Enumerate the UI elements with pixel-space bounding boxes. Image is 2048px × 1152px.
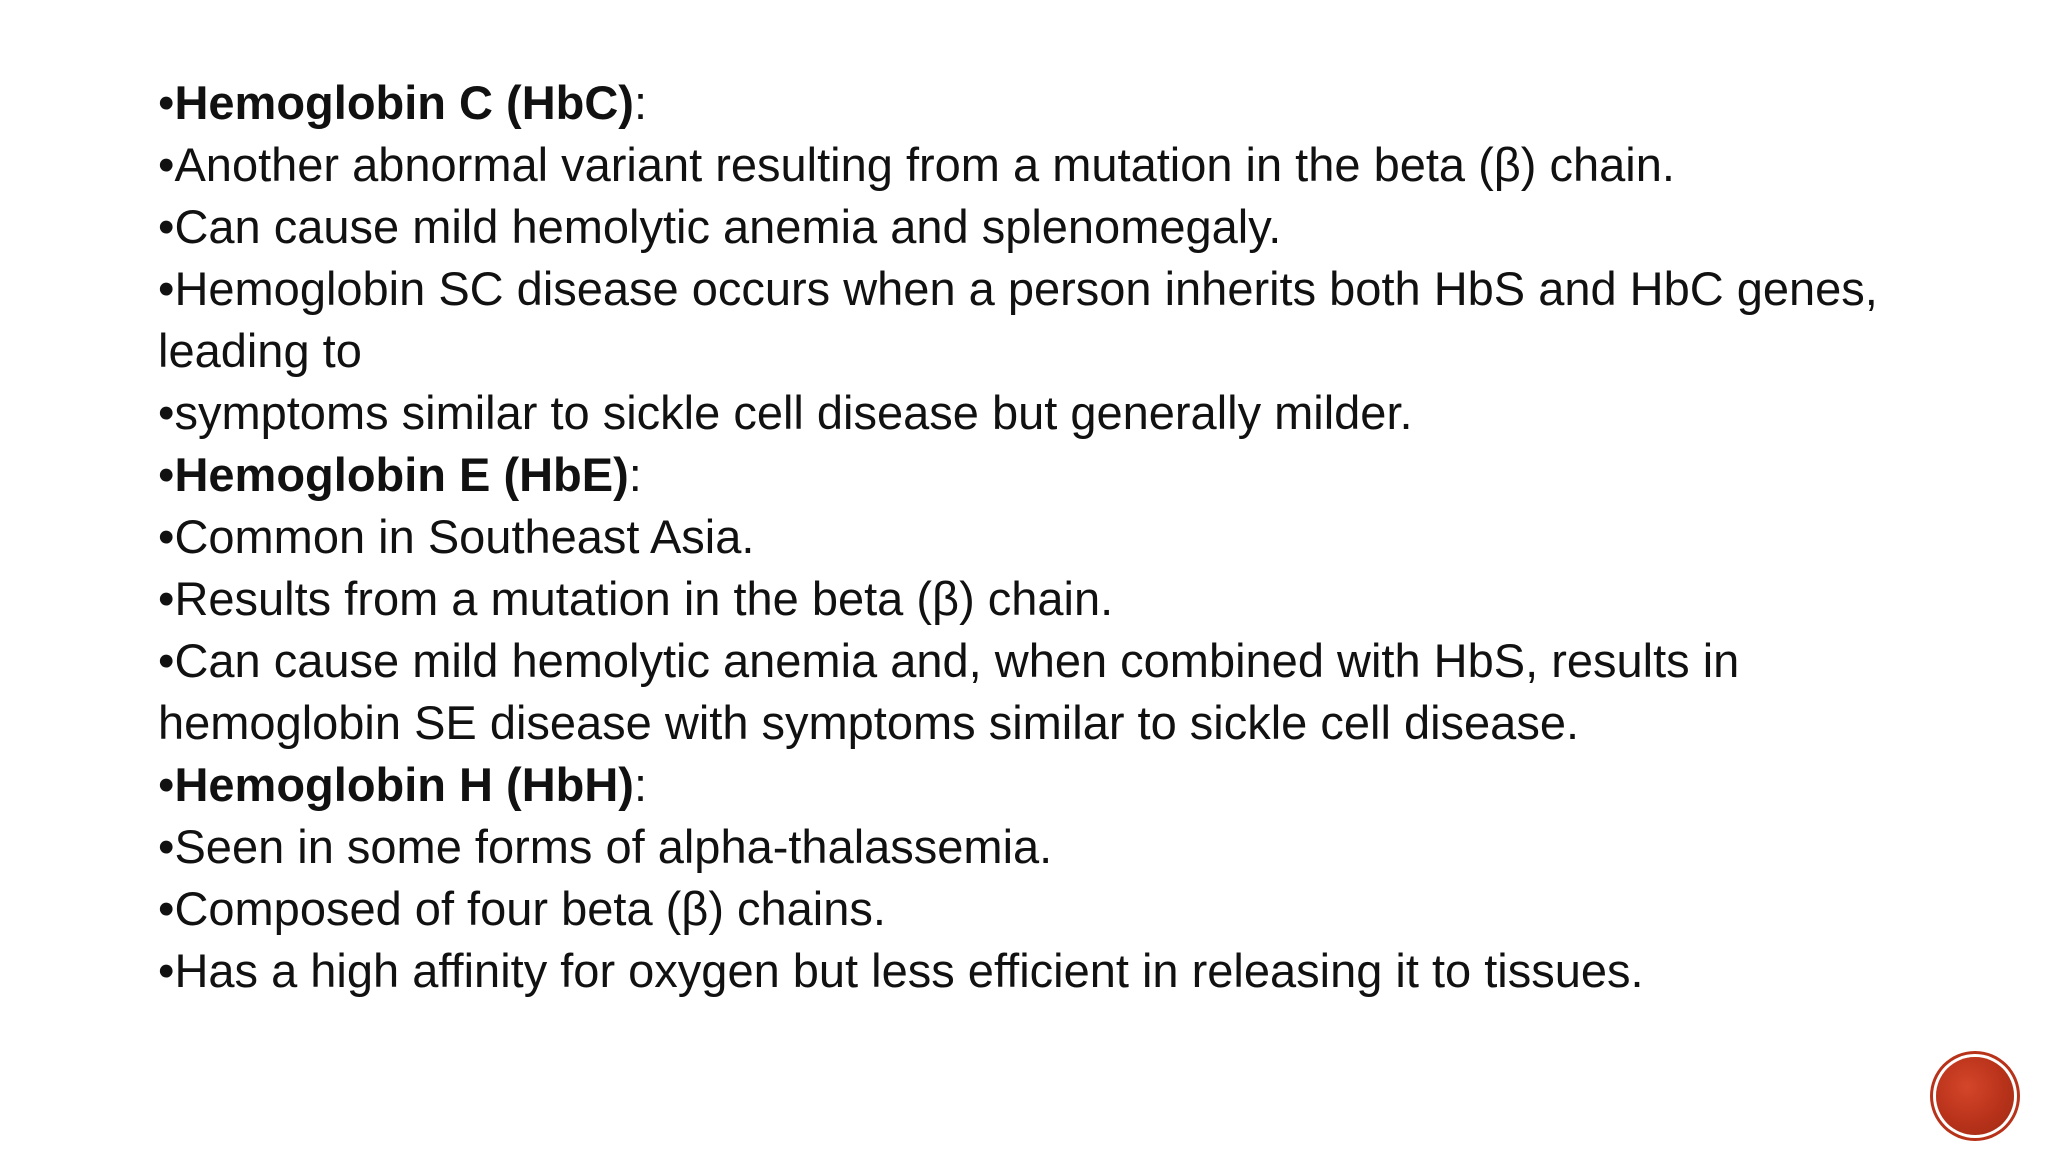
bullet: • (158, 758, 175, 811)
bullet-line: •Seen in some forms of alpha-thalassemia. (158, 820, 1053, 873)
heading-suffix: : (628, 448, 642, 501)
bullet: • (158, 448, 175, 501)
bullet: • (158, 76, 175, 129)
heading-suffix: : (633, 758, 648, 811)
heading-term: Hemoglobin E (HbE) (174, 448, 629, 501)
bullet-line: •Can cause mild hemolytic anemia and, when combined with HbS, results in hemoglobin SE disease with symptoms similar to sickle cell disease. (158, 634, 1740, 749)
bullet-line: •symptoms similar to sickle cell disease but generally milder. (158, 386, 1413, 439)
heading-hbh (158, 754, 1938, 816)
bullet-line: •Results from a mutation in the beta (β) chain. (158, 572, 1114, 625)
bullet-line: •Has a high affinity for oxygen but less efficient in releasing it to tissues. (158, 944, 1644, 997)
bullet-line: •Composed of four beta (β) chains. (158, 882, 886, 935)
slide-number-badge (1936, 1057, 2014, 1135)
bullet-line: •Common in Southeast Asia. (158, 510, 755, 563)
heading-suffix: : (633, 76, 648, 129)
heading-hbc (158, 72, 1938, 134)
bullet-line: •Hemoglobin SC disease occurs when a person inherits both HbS and HbC genes, leading to (158, 262, 1878, 377)
slide-body (158, 72, 1938, 1002)
heading-term: Hemoglobin H (HbH) (174, 758, 634, 811)
bullet-line: •Can cause mild hemolytic anemia and splenomegaly. (158, 200, 1282, 253)
heading-term: Hemoglobin C (HbC) (174, 76, 634, 129)
bullet-line: •Another abnormal variant resulting from a mutation in the beta (β) chain. (158, 138, 1675, 191)
heading-hbe (158, 444, 1938, 506)
